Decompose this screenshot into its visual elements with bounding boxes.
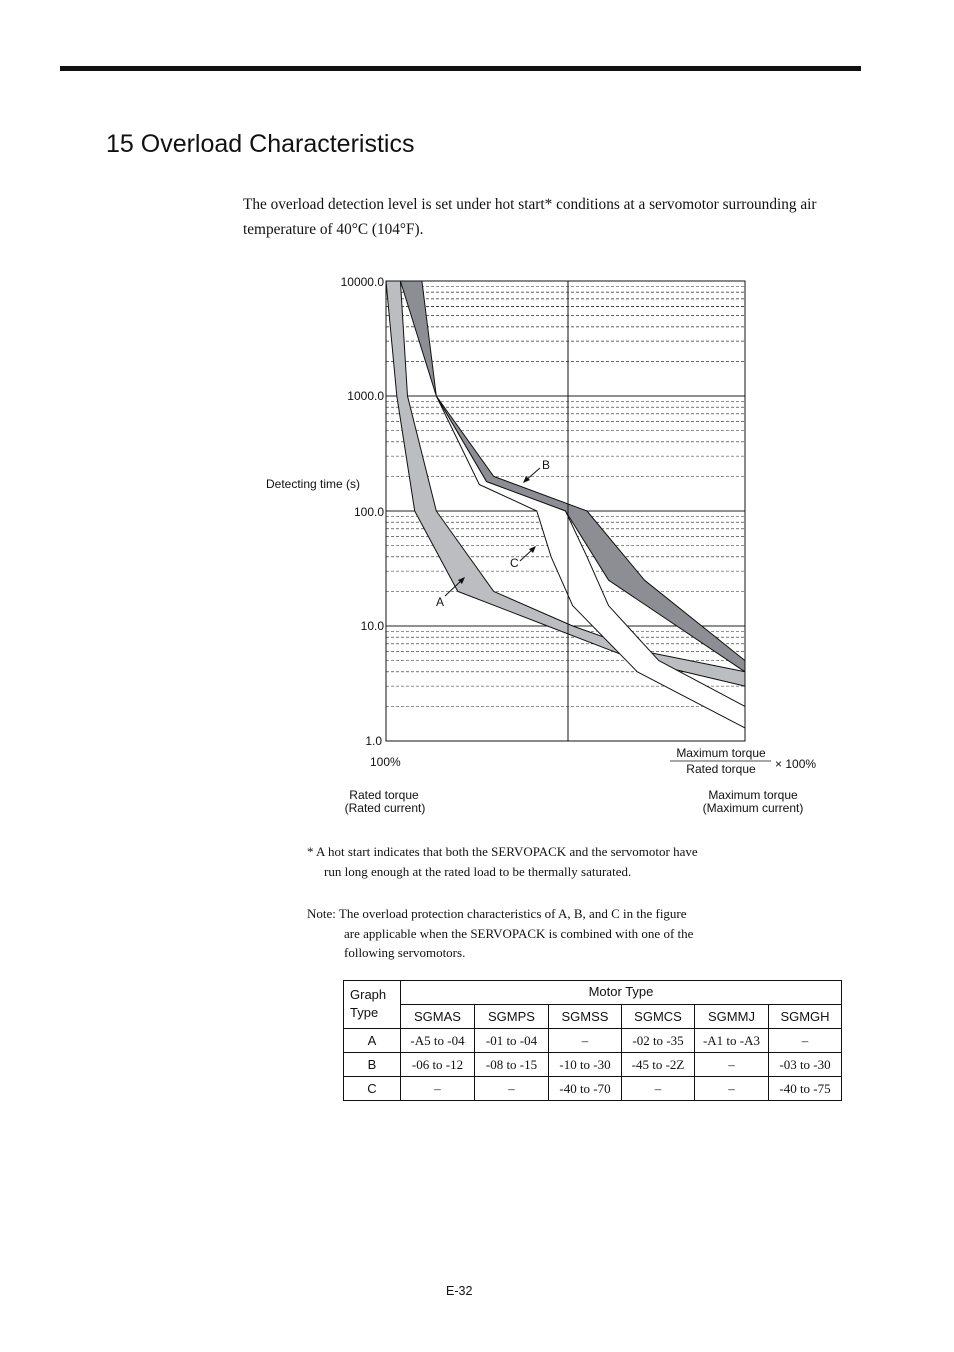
graph-type-header	[344, 981, 401, 1029]
y-axis-label: Detecting time (s)	[266, 477, 361, 491]
column-header: SGMMJ	[695, 1005, 769, 1029]
table-cell: -01 to -04	[475, 1029, 549, 1053]
page-number: E-32	[446, 1284, 473, 1298]
y-tick-label: 10.0	[360, 619, 384, 633]
x-fraction-suffix: × 100%	[775, 757, 817, 771]
x-right-caption: (Maximum current)	[702, 801, 804, 815]
x-left-tick-label: 100%	[370, 755, 401, 769]
table-cell: -40 to -75	[769, 1077, 842, 1101]
row-label: A	[344, 1029, 401, 1053]
x-left-caption: Rated torque	[349, 788, 419, 802]
table-cell: -08 to -15	[475, 1053, 549, 1077]
note-line: following servomotors.	[344, 945, 466, 960]
table-cell: -10 to -30	[549, 1053, 622, 1077]
note-line: Note: The overload protection characteristics of A, B, and C in the figure	[307, 906, 687, 921]
table-cell: -45 to -2Z	[622, 1053, 695, 1077]
table-cell: -06 to -12	[401, 1053, 475, 1077]
y-tick-label: 1000.0	[347, 389, 384, 403]
chart-curves	[386, 281, 745, 728]
table-cell: –	[622, 1077, 695, 1101]
intro-paragraph: The overload detection level is set under hot start* conditions at a servomotor surrounding air temperature of 40°C (104°F).	[243, 196, 817, 238]
table-row	[344, 1053, 842, 1077]
table-cell: -A5 to -04	[401, 1029, 475, 1053]
table-cell: -A1 to -A3	[695, 1029, 769, 1053]
curve-label-b: B	[542, 458, 551, 472]
column-header: SGMCS	[622, 1005, 695, 1029]
table-cell: –	[475, 1077, 549, 1101]
column-header: SGMSS	[549, 1005, 622, 1029]
table-cell: –	[401, 1077, 475, 1101]
graph-type-line: Graph	[350, 987, 387, 1002]
y-tick-label: 1.0	[365, 734, 382, 748]
x-left-caption: (Rated current)	[344, 801, 426, 815]
footnote-line: run long enough at the rated load to be thermally saturated.	[324, 863, 632, 879]
footnote-line: * A hot start indicates that both the SERVOPACK and the servomotor have	[307, 844, 698, 859]
row-label: C	[344, 1077, 401, 1101]
table-cell: –	[695, 1077, 769, 1101]
y-tick-label: 10000.0	[340, 275, 384, 289]
x-fraction-denominator: Rated torque	[686, 762, 756, 776]
y-tick-label: 100.0	[353, 505, 384, 519]
table-cell: –	[695, 1053, 769, 1077]
column-header: SGMGH	[769, 1005, 842, 1029]
curve-label-a: A	[436, 595, 445, 609]
table-cell: –	[769, 1029, 842, 1053]
motor-type-table	[343, 980, 842, 1101]
table-row	[344, 1077, 842, 1101]
motor-type-header: Motor Type	[401, 981, 842, 1005]
table-cell: -40 to -70	[549, 1077, 622, 1101]
x-fraction-numerator: Maximum torque	[676, 746, 766, 760]
row-label: B	[344, 1053, 401, 1077]
note	[307, 904, 757, 963]
note-line: are applicable when the SERVOPACK is combined with one of the	[344, 925, 694, 941]
x-right-caption: Maximum torque	[708, 788, 798, 802]
curve-band-c	[436, 396, 745, 728]
column-header: SGMPS	[475, 1005, 549, 1029]
footnote	[307, 842, 757, 881]
table-cell: –	[549, 1029, 622, 1053]
page-title: 15 Overload Characteristics	[106, 130, 415, 158]
table-row	[344, 1029, 842, 1053]
graph-type-line: Type	[350, 1005, 379, 1020]
column-header: SGMAS	[401, 1005, 475, 1029]
table-cell: -02 to -35	[622, 1029, 695, 1053]
curve-label-c: C	[510, 556, 519, 570]
table-cell: -03 to -30	[769, 1053, 842, 1077]
